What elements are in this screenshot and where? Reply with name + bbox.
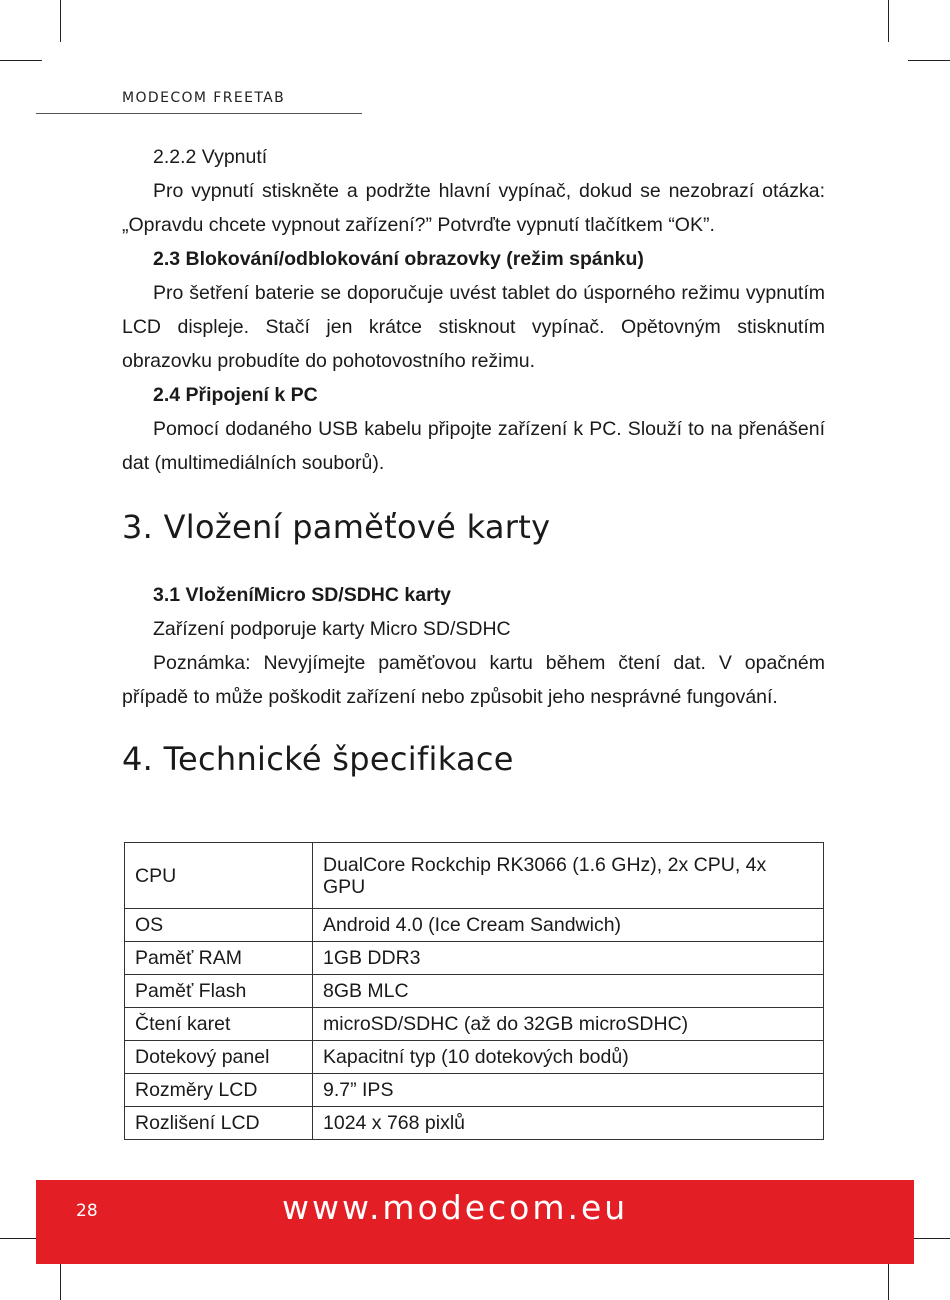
crop-mark [908,60,950,61]
paragraph: Pomocí dodaného USB kabelu připojte zařízení k PC. Slouží to na přenášení dat (multimediálních souborů). [122,418,825,474]
spec-label: OS [125,909,313,942]
table-row [125,843,824,909]
spec-value: DualCore Rockchip RK3066 (1.6 GHz), 2x CPU, 4x GPU [313,843,824,909]
footer-band [36,1180,914,1264]
spec-label: Čtení karet [125,1008,313,1041]
spec-value: 1GB DDR3 [313,942,824,975]
header-rule [36,113,362,114]
crop-mark [60,1258,61,1300]
spec-label: Paměť Flash [125,975,313,1008]
spec-table [124,842,824,1140]
running-title: MODECOM FREETAB [122,90,286,106]
section-title-3-1: 3.1 VloženíMicro SD/SDHC karty [153,584,452,606]
paragraph: Pro šetření baterie se doporučuje uvést tablet do úsporného režimu vypnutím LCD displeje. Stačí jen krátce stisknout vypínač. Opětovným stisknutím obrazovku probudíte do pohotovostního režimu. [122,282,825,372]
spec-label: Rozměry LCD [125,1074,313,1107]
chapter-title-4: 4. Technické špecifikace [122,740,514,778]
chapter-title-3: 3. Vložení paměťové karty [122,508,551,546]
crop-mark [888,1258,889,1300]
page-content [122,140,825,778]
table-row [125,942,824,975]
spec-label: CPU [125,843,313,909]
table-row [125,975,824,1008]
table-row [125,1107,824,1140]
spec-value: Android 4.0 (Ice Cream Sandwich) [313,909,824,942]
page-number: 28 [76,1201,98,1221]
section-title-2-2-2: 2.2.2 Vypnutí [153,146,268,168]
spec-label: Rozlišení LCD [125,1107,313,1140]
table-row [125,1074,824,1107]
spec-value: 9.7” IPS [313,1074,824,1107]
crop-mark [888,0,889,42]
paragraph: Zařízení podporuje karty Micro SD/SDHC [153,618,511,640]
paragraph: Pro vypnutí stiskněte a podržte hlavní vypínač, dokud se nezobrazí otázka: „Opravdu chcete vypnout zařízení?” Potvrďte vypnutí tlačítkem “OK”. [122,180,825,236]
spec-value: 1024 x 768 pixlů [313,1107,824,1140]
crop-mark [908,1238,950,1239]
section-title-2-3: 2.3 Blokování/odblokování obrazovky (režim spánku) [153,248,644,270]
spec-value: Kapacitní typ (10 dotekových bodů) [313,1041,824,1074]
spec-label: Paměť RAM [125,942,313,975]
website-url: www.modecom.eu [282,1188,629,1227]
crop-mark [0,60,42,61]
paragraph: Poznámka: Nevyjímejte paměťovou kartu během čtení dat. V opačném případě to může poškodit zařízení nebo způsobit jeho nesprávné fungování. [122,652,825,708]
table-row [125,1041,824,1074]
section-title-2-4: 2.4 Připojení k PC [153,384,318,406]
table-row [125,1008,824,1041]
spec-value: 8GB MLC [313,975,824,1008]
spec-label: Dotekový panel [125,1041,313,1074]
spec-value: microSD/SDHC (až do 32GB microSDHC) [313,1008,824,1041]
crop-mark [60,0,61,42]
table-row [125,909,824,942]
